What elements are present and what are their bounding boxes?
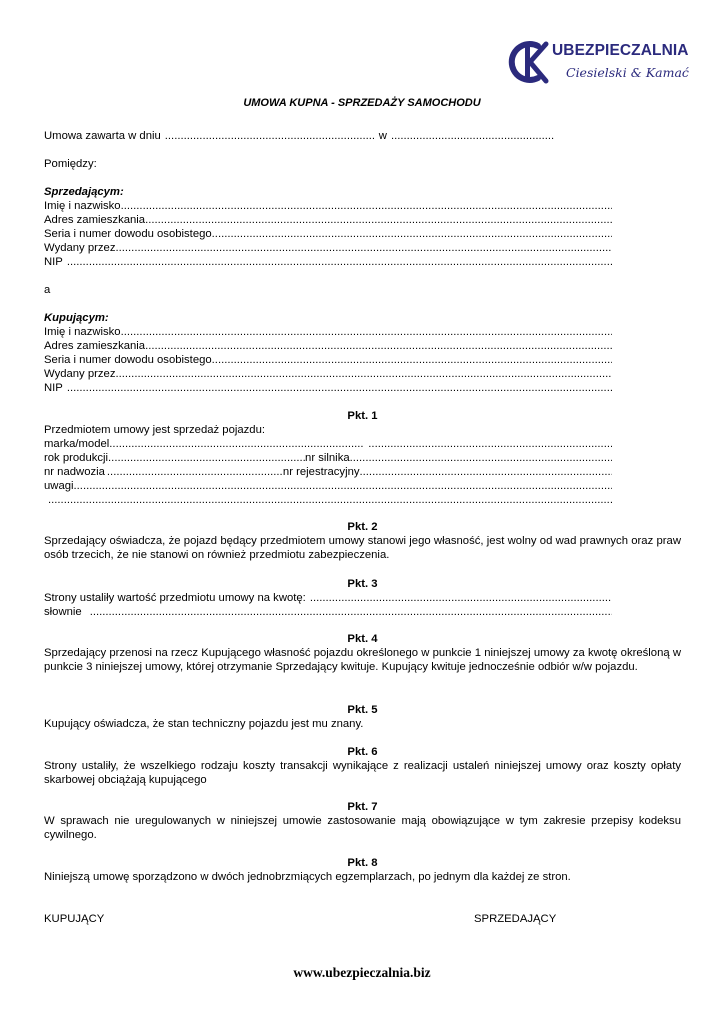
- field-label: Imię i nazwisko: [44, 200, 121, 212]
- buyer-signature-label: KUPUJĄCY: [44, 913, 105, 925]
- vehicle-vin-reg-line[interactable]: [44, 465, 612, 479]
- seller-signature-label: SPRZEDAJĄCY: [474, 913, 557, 925]
- ck-monogram-icon: [508, 38, 550, 86]
- place-label: w: [378, 130, 387, 142]
- vin-label: nr nadwozia: [44, 466, 105, 478]
- pkt3-heading: Pkt. 3: [347, 578, 378, 590]
- pkt4-heading: Pkt. 4: [347, 633, 378, 645]
- seller-issued-line[interactable]: [44, 241, 612, 255]
- pkt1-text: Przedmiotem umowy jest sprzedaż pojazdu:: [44, 424, 266, 436]
- buyer-nip-line[interactable]: [44, 381, 612, 395]
- field-label: Seria i numer dowodu osobistego: [44, 354, 212, 366]
- field-label: NIP: [44, 382, 63, 394]
- field-label: NIP: [44, 256, 63, 268]
- engine-label: nr silnika: [305, 452, 350, 464]
- buyer-name-line[interactable]: [44, 325, 612, 339]
- vehicle-notes-line-2[interactable]: [44, 493, 612, 507]
- pkt8-text: Niniejszą umowę sporządzono w dwóch jednobrzmiących egzemplarzach, po jednym dla każdej ze stron.: [44, 871, 571, 883]
- conjunction-text: a: [44, 284, 51, 296]
- contract-date-line: [44, 129, 564, 143]
- reg-label: nr rejestracyjny: [282, 466, 360, 478]
- pkt7-heading: Pkt. 7: [347, 801, 378, 813]
- between-text: Pomiędzy:: [44, 158, 97, 170]
- seller-nip-line[interactable]: [44, 255, 612, 269]
- document-title: UMOWA KUPNA - SPRZEDAŻY SAMOCHODU: [243, 97, 481, 109]
- notes-label: uwagi: [44, 480, 74, 492]
- pkt2-text: Sprzedający oświadcza, że pojazd będący przedmiotem umowy stanowi jego własność, jest wolny od wad prawnych oraz praw osób trzecich, że nie stanowi on również przedmiotu zabezpieczenia.: [44, 535, 681, 561]
- field-label: Adres zamieszkania: [44, 214, 146, 226]
- seller-id-line[interactable]: [44, 227, 612, 241]
- contract-place-field[interactable]: [391, 129, 555, 143]
- amount-line[interactable]: [44, 591, 612, 605]
- seller-name-line[interactable]: [44, 199, 612, 213]
- logo-subtitle: Ciesielski & Kamać: [566, 65, 689, 80]
- buyer-address-line[interactable]: [44, 339, 612, 353]
- pkt2-heading: Pkt. 2: [347, 521, 378, 533]
- pkt8-heading: Pkt. 8: [347, 857, 378, 869]
- buyer-issued-line[interactable]: [44, 367, 612, 381]
- field-label: Seria i numer dowodu osobistego: [44, 228, 212, 240]
- pkt6-text: Strony ustaliły, że wszelkiego rodzaju koszty transakcji wynikające z realizacji ustaleń niniejszej umowy oraz koszty opłaty skarbowej obciążają kupującego: [44, 760, 681, 786]
- vehicle-year-engine-line[interactable]: [44, 451, 612, 465]
- company-logo: [508, 38, 688, 88]
- buyer-id-line[interactable]: [44, 353, 612, 367]
- pkt5-text: Kupujący oświadcza, że stan techniczny pojazdu jest mu znany.: [44, 718, 364, 730]
- field-label: Imię i nazwisko: [44, 326, 121, 338]
- vehicle-make-line[interactable]: [44, 437, 612, 451]
- pkt4-text: Sprzedający przenosi na rzecz Kupującego własność pojazdu określonego w punkcie 1 niniejszej umowy za kwotę określoną w punkcie 3 niniejszej umowy, której otrzymanie Sprzedający kwituje. Kupujący kwituje jednocześnie odbiór w/w pojazdu.: [44, 647, 681, 673]
- year-label: rok produkcji: [44, 452, 109, 464]
- pkt6-heading: Pkt. 6: [347, 746, 378, 758]
- field-label: Wydany przez: [44, 368, 116, 380]
- pkt7-text: W sprawach nie uregulowanych w niniejszej umowie zastosowanie mają obowiązujące w tym zakresie przepisy kodeksu cywilnego.: [44, 815, 681, 841]
- make-label: marka/model: [44, 438, 110, 450]
- pkt5-heading: Pkt. 5: [347, 704, 378, 716]
- contract-date-field[interactable]: [165, 129, 375, 143]
- amount-words-line[interactable]: [44, 605, 612, 619]
- buyer-heading: Kupującym:: [44, 312, 109, 324]
- field-label: Adres zamieszkania: [44, 340, 146, 352]
- pkt1-heading: Pkt. 1: [347, 410, 378, 422]
- amount-label: Strony ustaliły wartość przedmiotu umowy na kwotę:: [44, 592, 306, 604]
- seller-address-line[interactable]: [44, 213, 612, 227]
- logo-name: UBEZPIECZALNIA: [552, 42, 689, 59]
- vehicle-notes-line[interactable]: [44, 479, 612, 493]
- contract-date-label: Umowa zawarta w dniu: [44, 130, 161, 142]
- words-label: słownie: [44, 606, 82, 618]
- footer-url[interactable]: www.ubezpieczalnia.biz: [293, 965, 431, 980]
- field-label: Wydany przez: [44, 242, 116, 254]
- seller-heading: Sprzedającym:: [44, 186, 124, 198]
